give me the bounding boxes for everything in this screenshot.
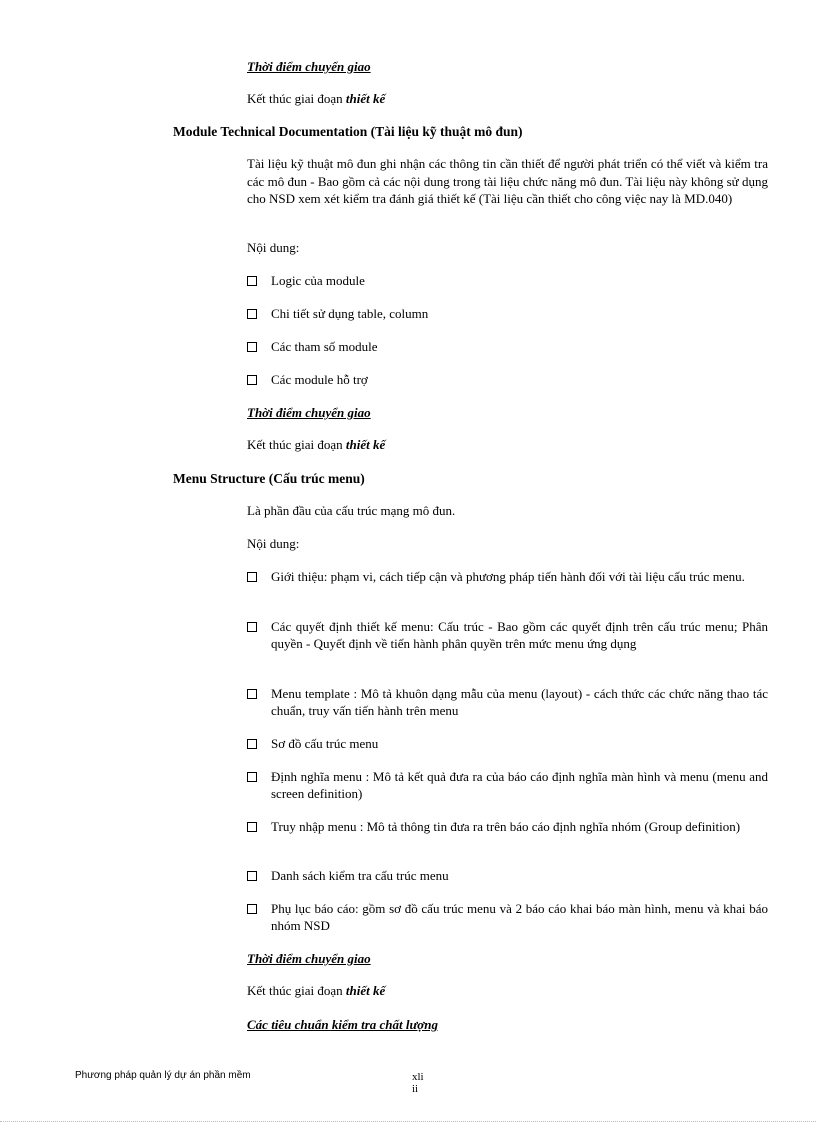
checkbox-bullet-icon xyxy=(247,772,257,782)
checkbox-bullet-icon xyxy=(247,739,257,749)
quality-standards-title: Các tiêu chuẩn kiểm tra chất lượng xyxy=(247,1017,439,1032)
list-item: Các quyết định thiết kế menu: Cấu trúc - Bao gồm các quyết định trên cấu trúc menu; Phân quyền - Quyết định về tiến hành phân quyền trên mức menu ứng dụng xyxy=(247,618,768,652)
list-item: Danh sách kiểm tra cấu trúc menu xyxy=(247,867,768,884)
checkbox-bullet-icon xyxy=(247,572,257,582)
section-heading-module: Module Technical Documentation (Tài liệu kỹ thuật mô đun) xyxy=(173,124,523,139)
page-number xyxy=(412,1071,432,1095)
handover-text-prefix: Kết thúc giai đoạn xyxy=(247,983,346,998)
handover-text-phase: thiết kế xyxy=(345,437,386,452)
footer-title: Phương pháp quản lý dự án phần mềm xyxy=(75,1070,251,1081)
module-description: Tài liệu kỹ thuật mô đun ghi nhận các thông tin cần thiết để người phát triển có thể viết và kiểm tra các mô đun - Bao gồm cả các nội dung trong tài liệu chức năng mô đun. Tài liệu này không sử dụng cho NSD xem xét kiểm tra đánh giá thiết kế (Tài liệu cần thiết cho công việc nay là MD.040) xyxy=(247,156,768,206)
checkbox-bullet-icon xyxy=(247,342,257,352)
page-boundary-divider xyxy=(0,1121,816,1122)
content-label: Nội dung: xyxy=(247,240,300,255)
list-item: Các tham số module xyxy=(247,338,768,355)
handover-title: Thời điểm chuyển giao xyxy=(247,59,371,74)
handover-text-phase: thiết kế xyxy=(345,91,386,106)
list-item: Chi tiết sử dụng table, column xyxy=(247,305,768,322)
handover-title: Thời điểm chuyển giao xyxy=(247,951,371,966)
list-item: Sơ đồ cấu trúc menu xyxy=(247,735,768,752)
content-label: Nội dung: xyxy=(247,536,300,551)
handover-text-prefix: Kết thúc giai đoạn xyxy=(247,437,346,452)
handover-text xyxy=(247,437,768,453)
checkbox-bullet-icon xyxy=(247,871,257,881)
list-item: Logic của module xyxy=(247,272,768,289)
checkbox-bullet-icon xyxy=(247,309,257,319)
menu-intro: Là phần đầu của cấu trúc mạng mô đun. xyxy=(247,503,456,518)
checkbox-bullet-icon xyxy=(247,375,257,385)
handover-title: Thời điểm chuyển giao xyxy=(247,405,371,420)
handover-text-prefix: Kết thúc giai đoạn xyxy=(247,91,346,106)
checkbox-bullet-icon xyxy=(247,904,257,914)
handover-text-phase: thiết kế xyxy=(345,983,386,998)
list-item: Truy nhập menu : Mô tả thông tin đưa ra trên báo cáo định nghĩa nhóm (Group definition) xyxy=(247,818,768,835)
checkbox-bullet-icon xyxy=(247,276,257,286)
list-item: Định nghĩa menu : Mô tả kết quả đưa ra của báo cáo định nghĩa màn hình và menu (menu and screen definition) xyxy=(247,768,768,802)
checkbox-bullet-icon xyxy=(247,622,257,632)
page-number-line-1: xli xyxy=(412,1071,424,1083)
handover-text xyxy=(247,983,768,999)
list-item: Các module hỗ trợ xyxy=(247,371,768,388)
checkbox-bullet-icon xyxy=(247,689,257,699)
list-item: Giới thiệu: phạm vi, cách tiếp cận và phương pháp tiến hành đối với tài liệu cấu trúc menu. xyxy=(247,568,768,585)
section-heading-menu: Menu Structure (Cấu trúc menu) xyxy=(173,471,365,486)
checkbox-bullet-icon xyxy=(247,822,257,832)
handover-text xyxy=(247,91,768,107)
list-item: Menu template : Mô tả khuôn dạng mẫu của menu (layout) - cách thức các chức năng thao tác chuẩn, truy vấn tiến hành trên menu xyxy=(247,685,768,719)
page-number-line-2: ii xyxy=(412,1083,419,1095)
list-item: Phụ lục báo cáo: gồm sơ đồ cấu trúc menu và 2 báo cáo khai báo màn hình, menu và khai báo nhóm NSD xyxy=(247,900,768,934)
